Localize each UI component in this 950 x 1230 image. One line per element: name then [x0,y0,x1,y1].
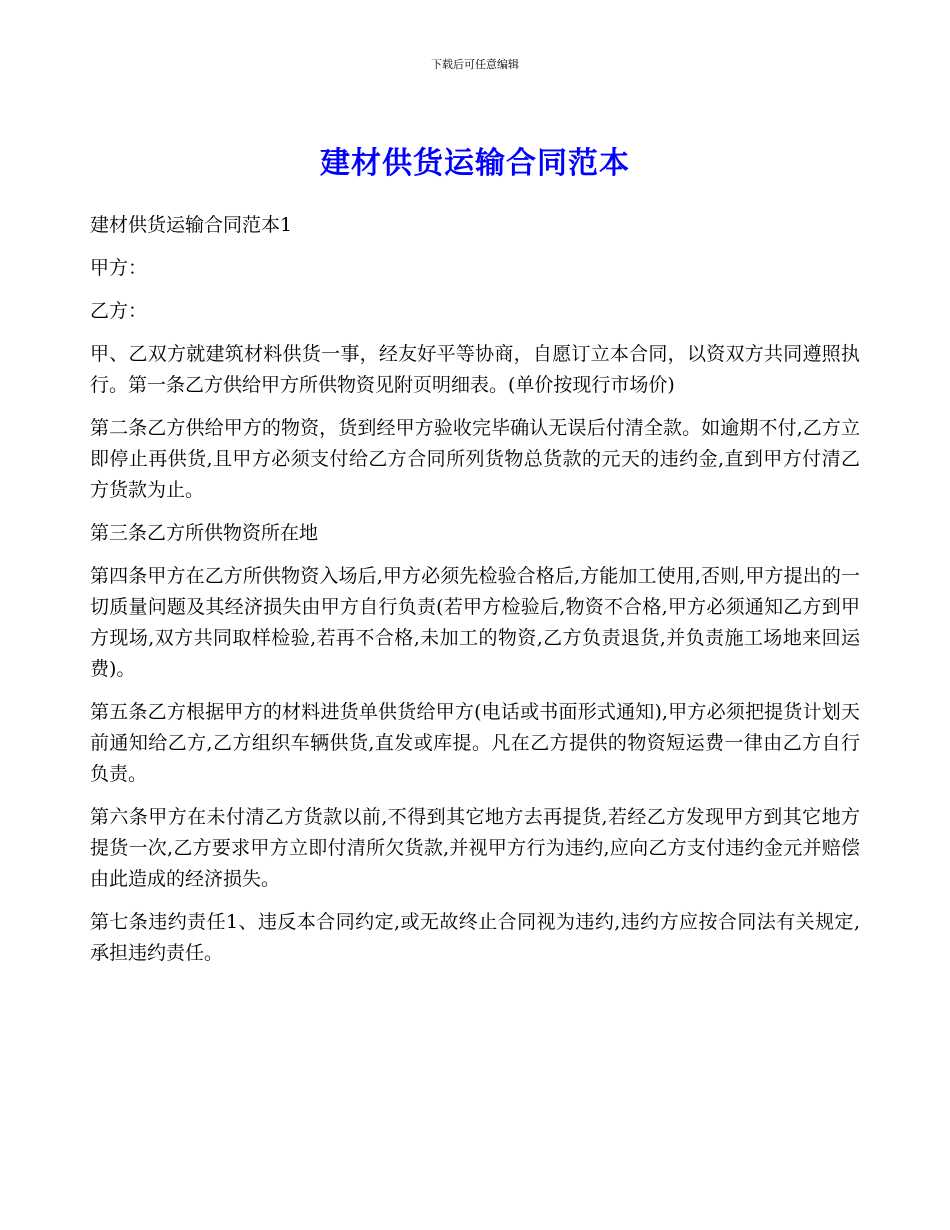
paragraph-article-3: 第三条乙方所供物资所在地 [90,522,319,544]
paragraph-article-4: 第四条甲方在乙方所供物资入场后,甲方必须先检验合格后,方能加工使用,否则,甲方提出的一切质量问题及其经济损失由甲方自行负责(若甲方检验后,物资不合格,甲方必须通知乙方到甲方现场,双方共同取样检验,若再不合格,未加工的物资,乙方负责退货,并负责施工场地来回运费)。 [90,565,860,680]
paragraph-article-6: 第六条甲方在未付清乙方货款以前,不得到其它地方去再提货,若经乙方发现甲方到其它地方提货一次,乙方要求甲方立即付清所欠货款,并视甲方行为违约,应向乙方支付违约金元并赔偿由此造成的经济损失。 [90,806,860,890]
header-note: 下载后可任意编辑 [431,58,519,71]
document-title: 建材供货运输合同范本 [320,146,630,181]
paragraph-intro-article-1: 甲、乙双方就建筑材料供货一事，经友好平等协商，自愿订立本合同，以资双方共同遵照执行。第一条乙方供给甲方所供物资见附页明细表。(单价按现行市场价) [90,343,860,396]
paragraph-article-7: 第七条违约责任1、违反本合同约定,或无故终止合同视为违约,违约方应按合同法有关规定,承担违约责任。 [90,911,860,964]
document-body [90,210,860,981]
paragraph-article-2: 第二条乙方供给甲方的物资，货到经甲方验收完毕确认无误后付清全款。如逾期不付,乙方立即停止再供货,且甲方必须支付给乙方合同所列货物总货款的元天的违约金,直到甲方付清乙方货款为止。 [90,417,860,501]
paragraph-article-5: 第五条乙方根据甲方的材料进货单供货给甲方(电话或书面形式通知),甲方必须把提货计划天前通知给乙方,乙方组织车辆供货,直发或库提。凡在乙方提供的物资短运费一律由乙方自行负责。 [90,701,860,785]
paragraph-party-b: 乙方： [90,300,148,322]
paragraph-subtitle: 建材供货运输合同范本1 [90,214,293,236]
paragraph-party-a: 甲方： [90,257,148,279]
